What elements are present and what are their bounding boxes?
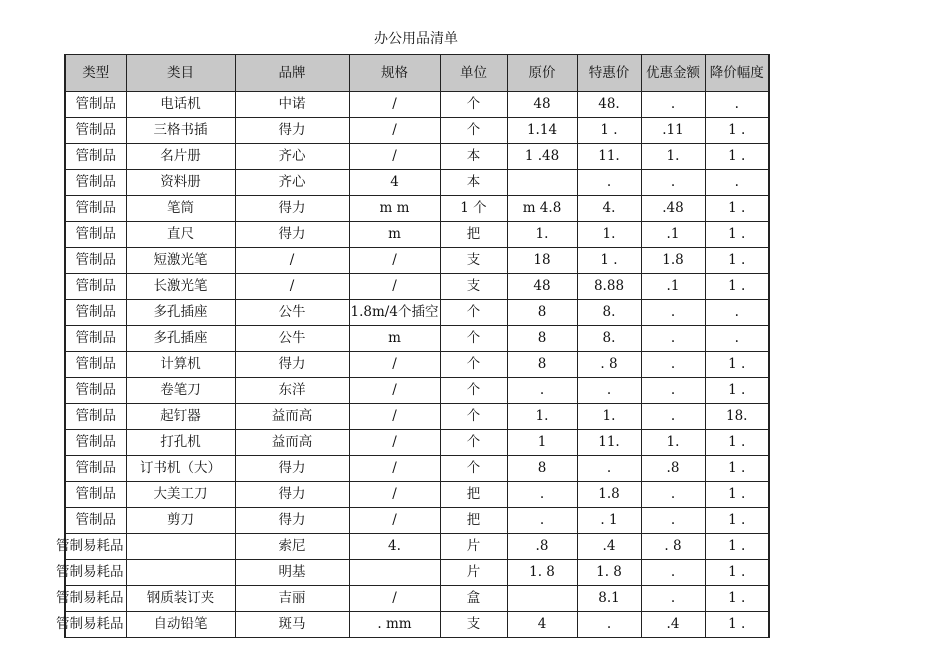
cell-price: 1 .48 bbox=[507, 144, 577, 170]
document-title: 办公用品清单 bbox=[374, 31, 458, 47]
cell-item: 自动铅笔 bbox=[126, 612, 235, 638]
table-row bbox=[65, 248, 769, 274]
cell-unit: 把 bbox=[440, 222, 507, 248]
cell-item: 多孔插座 bbox=[126, 326, 235, 352]
cell-price: 48 bbox=[507, 274, 577, 300]
cell-drop: . bbox=[705, 300, 769, 326]
cell-drop: 1 . bbox=[705, 248, 769, 274]
cell-discount: . bbox=[641, 508, 705, 534]
cell-brand: 索尼 bbox=[235, 534, 349, 560]
office-supplies-table bbox=[56, 54, 770, 638]
header-type: 类型 bbox=[65, 55, 126, 92]
cell-drop: 1 . bbox=[705, 430, 769, 456]
cell-brand: / bbox=[235, 248, 349, 274]
cell-price: 1 bbox=[507, 430, 577, 456]
table-row bbox=[65, 586, 769, 612]
cell-type: 管制品 bbox=[65, 196, 126, 222]
table-row bbox=[65, 170, 769, 196]
table-row bbox=[65, 612, 769, 638]
cell-price: 1. bbox=[507, 404, 577, 430]
cell-item: 资料册 bbox=[126, 170, 235, 196]
header-sale: 特惠价 bbox=[577, 55, 641, 92]
table-row bbox=[65, 326, 769, 352]
cell-brand: 得力 bbox=[235, 118, 349, 144]
cell-brand: 益而高 bbox=[235, 404, 349, 430]
cell-brand: 东洋 bbox=[235, 378, 349, 404]
cell-item: 直尺 bbox=[126, 222, 235, 248]
table-row bbox=[65, 92, 769, 118]
cell-drop: 1 . bbox=[705, 196, 769, 222]
cell-price bbox=[507, 586, 577, 612]
cell-price: 1. 8 bbox=[507, 560, 577, 586]
cell-spec: m m bbox=[349, 196, 440, 222]
cell-type bbox=[56, 612, 126, 638]
table-row bbox=[65, 482, 769, 508]
cell-brand: 得力 bbox=[235, 482, 349, 508]
cell-discount: . bbox=[641, 326, 705, 352]
cell-unit: 支 bbox=[440, 612, 507, 638]
cell-type: 管制品 bbox=[65, 378, 126, 404]
cell-discount: . bbox=[641, 300, 705, 326]
cell-sale: . bbox=[577, 612, 641, 638]
cell-sale: 1 . bbox=[577, 118, 641, 144]
cell-brand: 公牛 bbox=[235, 300, 349, 326]
cell-type-text: 管制易耗品 bbox=[56, 564, 124, 580]
cell-item: 订书机（大） bbox=[126, 456, 235, 482]
cell-price: 8 bbox=[507, 456, 577, 482]
cell-brand: 得力 bbox=[235, 352, 349, 378]
cell-brand: 齐心 bbox=[235, 170, 349, 196]
cell-type: 管制品 bbox=[65, 352, 126, 378]
cell-type-text: 管制易耗品 bbox=[56, 616, 124, 632]
cell-item bbox=[126, 560, 235, 586]
cell-type: 管制品 bbox=[65, 222, 126, 248]
cell-spec: / bbox=[349, 456, 440, 482]
table-row bbox=[65, 508, 769, 534]
cell-unit: 把 bbox=[440, 508, 507, 534]
cell-sale: 8. bbox=[577, 326, 641, 352]
cell-item: 短激光笔 bbox=[126, 248, 235, 274]
cell-sale: 4. bbox=[577, 196, 641, 222]
cell-price: 4 bbox=[507, 612, 577, 638]
cell-spec: / bbox=[349, 404, 440, 430]
cell-sale: 11. bbox=[577, 430, 641, 456]
table-row bbox=[65, 430, 769, 456]
cell-brand: 斑马 bbox=[235, 612, 349, 638]
cell-discount: . bbox=[641, 404, 705, 430]
cell-price: 48 bbox=[507, 92, 577, 118]
cell-type: 管制品 bbox=[65, 300, 126, 326]
cell-spec: / bbox=[349, 586, 440, 612]
cell-drop: 1 . bbox=[705, 118, 769, 144]
cell-brand: 益而高 bbox=[235, 430, 349, 456]
header-unit: 单位 bbox=[440, 55, 507, 92]
cell-discount: . bbox=[641, 586, 705, 612]
cell-unit: 片 bbox=[440, 560, 507, 586]
cell-unit: 支 bbox=[440, 274, 507, 300]
cell-unit: 1 个 bbox=[440, 196, 507, 222]
cell-spec: / bbox=[349, 508, 440, 534]
cell-discount: .48 bbox=[641, 196, 705, 222]
cell-unit: 个 bbox=[440, 378, 507, 404]
cell-brand: 得力 bbox=[235, 222, 349, 248]
cell-brand: 得力 bbox=[235, 196, 349, 222]
cell-drop: 1 . bbox=[705, 586, 769, 612]
cell-item: 三格书插 bbox=[126, 118, 235, 144]
cell-discount: 1. bbox=[641, 144, 705, 170]
cell-unit: 个 bbox=[440, 352, 507, 378]
cell-sale: 1 . bbox=[577, 248, 641, 274]
cell-brand: / bbox=[235, 274, 349, 300]
cell-spec: / bbox=[349, 352, 440, 378]
cell-price: 18 bbox=[507, 248, 577, 274]
cell-type: 管制品 bbox=[65, 482, 126, 508]
header-spec: 规格 bbox=[349, 55, 440, 92]
cell-sale: . bbox=[577, 378, 641, 404]
cell-sale: 48. bbox=[577, 92, 641, 118]
cell-sale: . bbox=[577, 456, 641, 482]
cell-spec: 4 bbox=[349, 170, 440, 196]
cell-type: 管制品 bbox=[65, 170, 126, 196]
cell-item: 电话机 bbox=[126, 92, 235, 118]
cell-type: 管制品 bbox=[65, 144, 126, 170]
cell-sale: 8.88 bbox=[577, 274, 641, 300]
cell-sale: . 8 bbox=[577, 352, 641, 378]
cell-sale: 1. bbox=[577, 222, 641, 248]
cell-drop: 1 . bbox=[705, 456, 769, 482]
table-row bbox=[65, 404, 769, 430]
cell-sale: .4 bbox=[577, 534, 641, 560]
cell-sale: 1. 8 bbox=[577, 560, 641, 586]
cell-item bbox=[126, 534, 235, 560]
cell-drop: 18. bbox=[705, 404, 769, 430]
cell-item: 剪刀 bbox=[126, 508, 235, 534]
cell-type bbox=[56, 560, 126, 586]
cell-spec: m bbox=[349, 222, 440, 248]
cell-discount: 1.8 bbox=[641, 248, 705, 274]
cell-brand: 公牛 bbox=[235, 326, 349, 352]
header-discount: 优惠金额 bbox=[641, 55, 705, 92]
cell-spec: / bbox=[349, 144, 440, 170]
cell-sale: . bbox=[577, 170, 641, 196]
cell-discount: 1. bbox=[641, 430, 705, 456]
cell-discount: . bbox=[641, 170, 705, 196]
cell-item: 计算机 bbox=[126, 352, 235, 378]
table-row bbox=[65, 352, 769, 378]
header-drop: 降价幅度 bbox=[705, 55, 769, 92]
cell-item: 笔筒 bbox=[126, 196, 235, 222]
cell-item: 大美工刀 bbox=[126, 482, 235, 508]
cell-spec: . mm bbox=[349, 612, 440, 638]
cell-unit: 个 bbox=[440, 430, 507, 456]
cell-item: 多孔插座 bbox=[126, 300, 235, 326]
cell-price: 8 bbox=[507, 300, 577, 326]
cell-spec bbox=[349, 560, 440, 586]
cell-unit: 支 bbox=[440, 248, 507, 274]
cell-price bbox=[507, 170, 577, 196]
table-row bbox=[65, 144, 769, 170]
table-row bbox=[65, 196, 769, 222]
cell-unit: 本 bbox=[440, 144, 507, 170]
table-row bbox=[65, 222, 769, 248]
cell-brand: 明基 bbox=[235, 560, 349, 586]
cell-spec: / bbox=[349, 248, 440, 274]
cell-type bbox=[56, 586, 126, 612]
cell-spec: 4. bbox=[349, 534, 440, 560]
cell-discount: . 8 bbox=[641, 534, 705, 560]
cell-unit: 个 bbox=[440, 404, 507, 430]
cell-discount: .11 bbox=[641, 118, 705, 144]
cell-unit: 把 bbox=[440, 482, 507, 508]
cell-item: 长激光笔 bbox=[126, 274, 235, 300]
cell-unit: 盒 bbox=[440, 586, 507, 612]
cell-price: . bbox=[507, 508, 577, 534]
cell-type: 管制品 bbox=[65, 326, 126, 352]
cell-type: 管制品 bbox=[65, 456, 126, 482]
cell-brand: 中诺 bbox=[235, 92, 349, 118]
cell-price: 1. bbox=[507, 222, 577, 248]
cell-item: 名片册 bbox=[126, 144, 235, 170]
cell-discount: .1 bbox=[641, 274, 705, 300]
cell-spec: / bbox=[349, 430, 440, 456]
cell-drop: 1 . bbox=[705, 352, 769, 378]
header-price: 原价 bbox=[507, 55, 577, 92]
cell-type-text: 管制易耗品 bbox=[56, 538, 124, 554]
cell-drop: . bbox=[705, 326, 769, 352]
cell-spec: 1.8m/4个插空 bbox=[349, 300, 440, 326]
cell-item: 钢质装订夹 bbox=[126, 586, 235, 612]
cell-brand: 吉丽 bbox=[235, 586, 349, 612]
cell-price: .8 bbox=[507, 534, 577, 560]
cell-drop: 1 . bbox=[705, 144, 769, 170]
cell-spec: m bbox=[349, 326, 440, 352]
cell-unit: 个 bbox=[440, 92, 507, 118]
cell-sale: 11. bbox=[577, 144, 641, 170]
cell-type: 管制品 bbox=[65, 92, 126, 118]
cell-unit: 个 bbox=[440, 326, 507, 352]
cell-spec: / bbox=[349, 118, 440, 144]
cell-discount: .4 bbox=[641, 612, 705, 638]
table-row bbox=[65, 118, 769, 144]
cell-drop: . bbox=[705, 92, 769, 118]
cell-type: 管制品 bbox=[65, 508, 126, 534]
cell-drop: 1 . bbox=[705, 222, 769, 248]
cell-unit: 个 bbox=[440, 456, 507, 482]
cell-item: 打孔机 bbox=[126, 430, 235, 456]
cell-brand: 得力 bbox=[235, 508, 349, 534]
cell-spec: / bbox=[349, 274, 440, 300]
table-header-row bbox=[65, 55, 769, 92]
cell-type: 管制品 bbox=[65, 274, 126, 300]
cell-unit: 个 bbox=[440, 300, 507, 326]
table-row bbox=[65, 560, 769, 586]
cell-discount: . bbox=[641, 352, 705, 378]
table-row bbox=[65, 300, 769, 326]
cell-brand: 齐心 bbox=[235, 144, 349, 170]
cell-discount: .1 bbox=[641, 222, 705, 248]
cell-drop: 1 . bbox=[705, 612, 769, 638]
cell-price: . bbox=[507, 482, 577, 508]
header-item: 类目 bbox=[126, 55, 235, 92]
cell-drop: 1 . bbox=[705, 508, 769, 534]
cell-spec: / bbox=[349, 378, 440, 404]
header-brand: 品牌 bbox=[235, 55, 349, 92]
cell-type bbox=[56, 534, 126, 560]
cell-drop: 1 . bbox=[705, 534, 769, 560]
cell-discount: . bbox=[641, 92, 705, 118]
cell-sale: 8.1 bbox=[577, 586, 641, 612]
cell-spec: / bbox=[349, 482, 440, 508]
cell-drop: 1 . bbox=[705, 560, 769, 586]
cell-price: . bbox=[507, 378, 577, 404]
table-row bbox=[65, 456, 769, 482]
cell-drop: 1 . bbox=[705, 482, 769, 508]
cell-sale: 8. bbox=[577, 300, 641, 326]
table-row bbox=[65, 274, 769, 300]
table-row bbox=[65, 534, 769, 560]
cell-drop: . bbox=[705, 170, 769, 196]
cell-discount: . bbox=[641, 560, 705, 586]
cell-price: m 4.8 bbox=[507, 196, 577, 222]
cell-item: 起钉器 bbox=[126, 404, 235, 430]
cell-type-text: 管制易耗品 bbox=[56, 590, 124, 606]
cell-unit: 本 bbox=[440, 170, 507, 196]
cell-sale: 1. bbox=[577, 404, 641, 430]
cell-unit: 片 bbox=[440, 534, 507, 560]
cell-price: 1.14 bbox=[507, 118, 577, 144]
cell-price: 8 bbox=[507, 352, 577, 378]
cell-sale: . 1 bbox=[577, 508, 641, 534]
cell-type: 管制品 bbox=[65, 404, 126, 430]
table-row bbox=[65, 378, 769, 404]
cell-unit: 个 bbox=[440, 118, 507, 144]
cell-item: 卷笔刀 bbox=[126, 378, 235, 404]
cell-drop: 1 . bbox=[705, 274, 769, 300]
cell-sale: 1.8 bbox=[577, 482, 641, 508]
cell-type: 管制品 bbox=[65, 118, 126, 144]
cell-spec: / bbox=[349, 92, 440, 118]
cell-discount: .8 bbox=[641, 456, 705, 482]
cell-discount: . bbox=[641, 482, 705, 508]
cell-discount: . bbox=[641, 378, 705, 404]
cell-drop: 1 . bbox=[705, 378, 769, 404]
cell-brand: 得力 bbox=[235, 456, 349, 482]
cell-type: 管制品 bbox=[65, 248, 126, 274]
cell-type: 管制品 bbox=[65, 430, 126, 456]
cell-price: 8 bbox=[507, 326, 577, 352]
